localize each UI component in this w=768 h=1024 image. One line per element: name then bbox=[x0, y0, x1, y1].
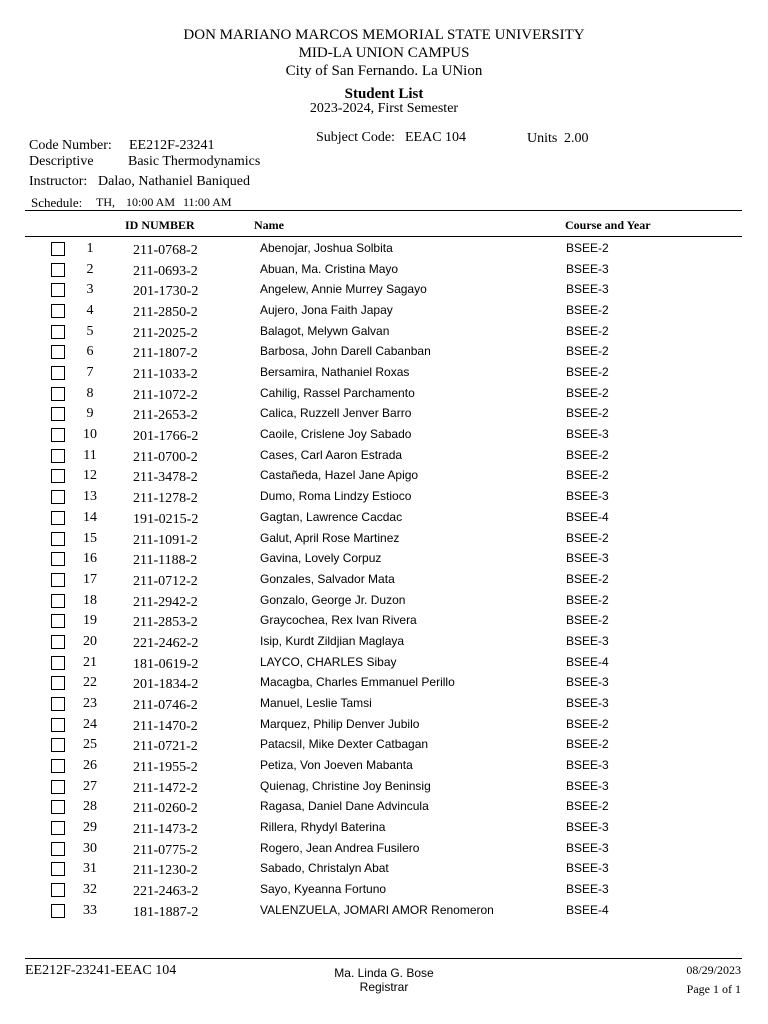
student-id: 211-0693-2 bbox=[133, 263, 198, 279]
row-number: 1 bbox=[86, 241, 94, 256]
row-checkbox[interactable] bbox=[51, 387, 65, 401]
course-year: BSEE-2 bbox=[566, 530, 609, 545]
schedule-label: Schedule: bbox=[31, 195, 83, 210]
row-checkbox[interactable] bbox=[51, 780, 65, 794]
student-name: Rillera, Rhydyl Baterina bbox=[260, 820, 386, 835]
footer-divider bbox=[25, 958, 742, 959]
term: 2023-2024, First Semester bbox=[309, 101, 459, 116]
student-id: 211-1091-2 bbox=[133, 532, 198, 548]
row-number: 17 bbox=[83, 571, 97, 587]
row-number: 7 bbox=[86, 365, 94, 381]
student-name: Graycochea, Rex Ivan Rivera bbox=[260, 613, 417, 628]
student-id: 191-0215-2 bbox=[133, 511, 199, 527]
table-row bbox=[0, 343, 768, 364]
row-checkbox[interactable] bbox=[51, 304, 65, 318]
student-id: 211-1230-2 bbox=[133, 863, 198, 879]
row-number: 32 bbox=[83, 882, 97, 898]
row-checkbox[interactable] bbox=[51, 325, 65, 339]
table-row bbox=[0, 323, 768, 344]
course-year: BSEE-4 bbox=[566, 509, 609, 524]
course-year: BSEE-3 bbox=[566, 840, 609, 855]
student-name: Calica, Ruzzell Jenver Barro bbox=[260, 406, 412, 421]
student-name: Cases, Carl Aaron Estrada bbox=[260, 447, 403, 462]
student-id: 211-1472-2 bbox=[133, 780, 198, 796]
student-id: 211-2025-2 bbox=[133, 325, 198, 341]
row-number: 20 bbox=[83, 633, 97, 649]
student-id: 221-2463-2 bbox=[133, 884, 199, 900]
student-name: Castañeda, Hazel Jane Apigo bbox=[260, 468, 419, 483]
row-number: 9 bbox=[86, 406, 94, 422]
units-value: 2.00 bbox=[564, 131, 589, 146]
student-id: 201-1834-2 bbox=[133, 677, 199, 693]
table-row bbox=[0, 840, 768, 861]
row-checkbox[interactable] bbox=[51, 242, 65, 256]
course-year: BSEE-3 bbox=[566, 633, 609, 648]
student-name: Rogero, Jean Andrea Fusilero bbox=[260, 840, 420, 855]
student-id: 211-0712-2 bbox=[133, 573, 198, 589]
footer-code: EE212F-23241-EEAC 104 bbox=[25, 963, 177, 978]
student-name: Abuan, Ma. Cristina Mayo bbox=[260, 261, 399, 276]
student-name: Quienag, Christine Joy Beninsig bbox=[260, 778, 431, 793]
course-year: BSEE-2 bbox=[566, 571, 609, 586]
row-checkbox[interactable] bbox=[51, 449, 65, 463]
registrar-name: Ma. Linda G. Bose bbox=[334, 966, 434, 980]
row-number: 10 bbox=[83, 427, 97, 443]
header-divider bbox=[25, 210, 742, 211]
student-name: Dumo, Roma Lindzy Estioco bbox=[260, 489, 412, 504]
table-row bbox=[0, 509, 768, 530]
table-row bbox=[0, 757, 768, 778]
row-number: 6 bbox=[86, 344, 94, 360]
row-number: 11 bbox=[83, 447, 97, 463]
row-checkbox[interactable] bbox=[51, 594, 65, 608]
student-name: Balagot, Melywn Galvan bbox=[260, 323, 390, 338]
student-name: Gonzales, Salvador Mata bbox=[260, 571, 395, 586]
course-year: BSEE-2 bbox=[566, 241, 609, 255]
row-checkbox[interactable] bbox=[51, 862, 65, 876]
student-name: Sabado, Christalyn Abat bbox=[260, 861, 389, 876]
row-number: 2 bbox=[86, 261, 94, 277]
course-year: BSEE-3 bbox=[566, 695, 609, 710]
row-number: 29 bbox=[83, 820, 97, 836]
student-name: Gavina, Lovely Corpuz bbox=[260, 551, 382, 566]
course-year: BSEE-2 bbox=[566, 365, 609, 380]
table-row bbox=[0, 302, 768, 323]
course-year: BSEE-3 bbox=[566, 489, 609, 504]
units-label: Units bbox=[527, 131, 558, 146]
student-name: Manuel, Leslie Tamsi bbox=[260, 695, 372, 710]
course-year: BSEE-3 bbox=[566, 882, 609, 897]
row-number: 23 bbox=[83, 695, 97, 711]
course-year: BSEE-3 bbox=[566, 778, 609, 793]
row-number: 33 bbox=[83, 902, 97, 918]
table-row bbox=[0, 281, 768, 302]
row-checkbox[interactable] bbox=[51, 904, 65, 918]
row-number: 27 bbox=[83, 778, 97, 794]
student-id: 201-1730-2 bbox=[133, 284, 199, 300]
row-number: 15 bbox=[83, 530, 97, 546]
row-number: 21 bbox=[83, 654, 97, 670]
student-id: 211-3478-2 bbox=[133, 470, 198, 486]
table-row bbox=[0, 695, 768, 716]
registrar-title: Registrar bbox=[359, 980, 409, 994]
code-number: EE212F-23241 bbox=[129, 138, 215, 153]
instructor-label: Instructor: bbox=[29, 174, 88, 189]
table-row bbox=[0, 530, 768, 551]
row-checkbox[interactable] bbox=[51, 656, 65, 670]
course-year: BSEE-3 bbox=[566, 758, 609, 772]
student-id: 221-2462-2 bbox=[133, 635, 199, 651]
row-checkbox[interactable] bbox=[51, 718, 65, 732]
table-row bbox=[0, 467, 768, 488]
table-row bbox=[0, 654, 768, 675]
row-number: 4 bbox=[86, 303, 94, 319]
footer-page: Page 1 of 1 bbox=[686, 982, 741, 996]
student-id: 211-0721-2 bbox=[133, 739, 198, 755]
row-checkbox[interactable] bbox=[51, 614, 65, 628]
student-name: Angelew, Annie Murrey Sagayo bbox=[260, 282, 427, 297]
table-row bbox=[0, 571, 768, 592]
table-row bbox=[0, 550, 768, 571]
student-id: 211-0775-2 bbox=[133, 842, 198, 858]
student-id: 181-1887-2 bbox=[133, 904, 199, 920]
city-name: City of San Fernando. La UNion bbox=[285, 63, 483, 79]
table-row bbox=[0, 612, 768, 633]
course-year: BSEE-2 bbox=[566, 468, 609, 483]
column-header-divider bbox=[25, 236, 742, 237]
student-id: 211-1278-2 bbox=[133, 491, 198, 507]
schedule-start: 10:00 AM bbox=[126, 195, 176, 209]
course-year: BSEE-2 bbox=[566, 737, 609, 752]
descriptive-value: Basic Thermodynamics bbox=[128, 154, 261, 169]
row-checkbox[interactable] bbox=[51, 407, 65, 421]
student-id: 211-1188-2 bbox=[133, 553, 198, 569]
subject-code: EEAC 104 bbox=[405, 130, 467, 145]
course-year: BSEE-4 bbox=[566, 902, 609, 917]
student-name: Galut, April Rose Martinez bbox=[260, 530, 400, 545]
schedule-end: 11:00 AM bbox=[183, 195, 232, 209]
descriptive-label: Descriptive bbox=[29, 154, 94, 169]
student-id: 211-2653-2 bbox=[133, 408, 198, 424]
student-name: Petiza, Von Joeven Mabanta bbox=[260, 758, 413, 772]
course-year: BSEE-2 bbox=[566, 447, 609, 462]
course-year: BSEE-3 bbox=[566, 282, 609, 297]
subject-code-label: Subject Code: bbox=[316, 130, 395, 145]
table-row bbox=[0, 426, 768, 447]
student-id: 211-0768-2 bbox=[133, 243, 198, 258]
schedule-day: TH, bbox=[96, 195, 115, 209]
row-number: 8 bbox=[86, 385, 94, 401]
course-year: BSEE-3 bbox=[566, 427, 609, 442]
student-id: 211-0746-2 bbox=[133, 697, 198, 713]
table-row bbox=[0, 592, 768, 613]
row-number: 26 bbox=[83, 758, 97, 773]
student-id: 211-1807-2 bbox=[133, 346, 198, 362]
student-id: 211-1470-2 bbox=[133, 718, 198, 734]
student-name: Barbosa, John Darell Cabanban bbox=[260, 344, 431, 359]
row-checkbox[interactable] bbox=[51, 428, 65, 442]
course-year: BSEE-2 bbox=[566, 716, 609, 731]
row-number: 28 bbox=[83, 799, 97, 815]
code-number-label: Code Number: bbox=[29, 138, 112, 153]
row-checkbox[interactable] bbox=[51, 738, 65, 752]
student-name: LAYCO, CHARLES Sibay bbox=[260, 654, 397, 669]
row-checkbox[interactable] bbox=[51, 697, 65, 711]
table-row bbox=[0, 385, 768, 406]
row-checkbox[interactable] bbox=[51, 490, 65, 504]
row-number: 24 bbox=[83, 716, 97, 732]
university-name: DON MARIANO MARCOS MEMORIAL STATE UNIVERSITY bbox=[183, 27, 585, 43]
row-number: 19 bbox=[83, 613, 97, 629]
table-row bbox=[0, 881, 768, 902]
course-year: BSEE-3 bbox=[566, 675, 609, 690]
row-checkbox[interactable] bbox=[51, 883, 65, 897]
course-year: BSEE-4 bbox=[566, 654, 609, 669]
row-number: 30 bbox=[83, 840, 97, 856]
course-year: BSEE-2 bbox=[566, 613, 609, 628]
table-row bbox=[0, 902, 768, 923]
row-number: 12 bbox=[83, 468, 97, 484]
student-name: Caoile, Crislene Joy Sabado bbox=[260, 427, 412, 442]
row-checkbox[interactable] bbox=[51, 469, 65, 483]
row-checkbox[interactable] bbox=[51, 573, 65, 587]
row-checkbox[interactable] bbox=[51, 821, 65, 835]
row-number: 16 bbox=[83, 551, 97, 567]
table-row bbox=[0, 798, 768, 819]
instructor-value: Dalao, Nathaniel Baniqued bbox=[98, 174, 251, 189]
row-checkbox[interactable] bbox=[51, 511, 65, 525]
table-row bbox=[0, 488, 768, 509]
row-number: 13 bbox=[83, 489, 97, 505]
student-name: VALENZUELA, JOMARI AMOR Renomeron bbox=[260, 902, 494, 917]
student-id: 181-0619-2 bbox=[133, 656, 199, 672]
row-checkbox[interactable] bbox=[51, 552, 65, 566]
row-number: 22 bbox=[83, 675, 97, 691]
course-year: BSEE-2 bbox=[566, 406, 609, 421]
course-year: BSEE-3 bbox=[566, 261, 609, 276]
table-row bbox=[0, 364, 768, 385]
row-checkbox[interactable] bbox=[51, 532, 65, 546]
student-name: Macagba, Charles Emmanuel Perillo bbox=[260, 675, 455, 690]
student-id: 201-1766-2 bbox=[133, 429, 199, 445]
row-number: 14 bbox=[83, 509, 97, 525]
page-title: Student List bbox=[344, 86, 424, 102]
row-checkbox[interactable] bbox=[51, 759, 65, 773]
table-row bbox=[0, 240, 768, 261]
table-row bbox=[0, 716, 768, 737]
student-name: Patacsil, Mike Dexter Catbagan bbox=[260, 737, 429, 752]
course-year: BSEE-2 bbox=[566, 303, 609, 318]
student-name: Aujero, Jona Faith Japay bbox=[260, 303, 393, 318]
table-row bbox=[0, 674, 768, 695]
table-row bbox=[0, 447, 768, 468]
table-row bbox=[0, 633, 768, 654]
course-year: BSEE-3 bbox=[566, 820, 609, 835]
row-number: 31 bbox=[83, 861, 97, 877]
student-id: 211-1955-2 bbox=[133, 760, 198, 775]
student-id: 211-0700-2 bbox=[133, 449, 198, 465]
row-checkbox[interactable] bbox=[51, 676, 65, 690]
row-checkbox[interactable] bbox=[51, 345, 65, 359]
student-id: 211-0260-2 bbox=[133, 801, 198, 817]
table-row bbox=[0, 819, 768, 840]
row-checkbox[interactable] bbox=[51, 842, 65, 856]
student-id: 211-2942-2 bbox=[133, 594, 198, 610]
student-id: 211-1033-2 bbox=[133, 367, 198, 383]
row-number: 25 bbox=[83, 737, 97, 753]
row-checkbox[interactable] bbox=[51, 283, 65, 297]
student-id: 211-2850-2 bbox=[133, 305, 198, 321]
student-name: Gagtan, Lawrence Cacdac bbox=[260, 509, 403, 524]
student-name: Gonzalo, George Jr. Duzon bbox=[260, 592, 406, 607]
course-year: BSEE-2 bbox=[566, 592, 609, 607]
student-name: Cahilig, Rassel Parchamento bbox=[260, 385, 415, 400]
table-row bbox=[0, 261, 768, 282]
footer-date: 08/29/2023 bbox=[686, 963, 741, 977]
student-name: Abenojar, Joshua Solbita bbox=[260, 241, 393, 255]
course-year: BSEE-2 bbox=[566, 799, 609, 814]
row-number: 18 bbox=[83, 592, 97, 608]
column-header-course: Course and Year bbox=[565, 218, 651, 232]
student-name: Isip, Kurdt Zildjian Maglaya bbox=[260, 633, 405, 648]
student-name: Sayo, Kyeanna Fortuno bbox=[260, 882, 387, 897]
column-header-id: ID NUMBER bbox=[125, 218, 195, 232]
table-row bbox=[0, 405, 768, 426]
student-id: 211-1072-2 bbox=[133, 387, 198, 403]
course-year: BSEE-2 bbox=[566, 323, 609, 338]
row-checkbox[interactable] bbox=[51, 263, 65, 277]
row-number: 5 bbox=[86, 323, 94, 339]
course-year: BSEE-3 bbox=[566, 861, 609, 876]
student-id: 211-2853-2 bbox=[133, 615, 198, 631]
student-name: Ragasa, Daniel Dane Advincula bbox=[260, 799, 429, 814]
row-checkbox[interactable] bbox=[51, 635, 65, 649]
student-name: Marquez, Philip Denver Jubilo bbox=[260, 716, 420, 731]
course-year: BSEE-3 bbox=[566, 551, 609, 566]
column-header-name: Name bbox=[254, 218, 284, 232]
course-year: BSEE-2 bbox=[566, 344, 609, 359]
table-row bbox=[0, 778, 768, 799]
student-id: 211-1473-2 bbox=[133, 822, 198, 838]
table-row bbox=[0, 736, 768, 757]
table-row bbox=[0, 860, 768, 881]
row-number: 3 bbox=[86, 282, 94, 298]
row-checkbox[interactable] bbox=[51, 366, 65, 380]
course-year: BSEE-2 bbox=[566, 385, 609, 400]
campus-name: MID-LA UNION CAMPUS bbox=[298, 45, 470, 61]
student-name: Bersamira, Nathaniel Roxas bbox=[260, 365, 410, 380]
row-checkbox[interactable] bbox=[51, 800, 65, 814]
